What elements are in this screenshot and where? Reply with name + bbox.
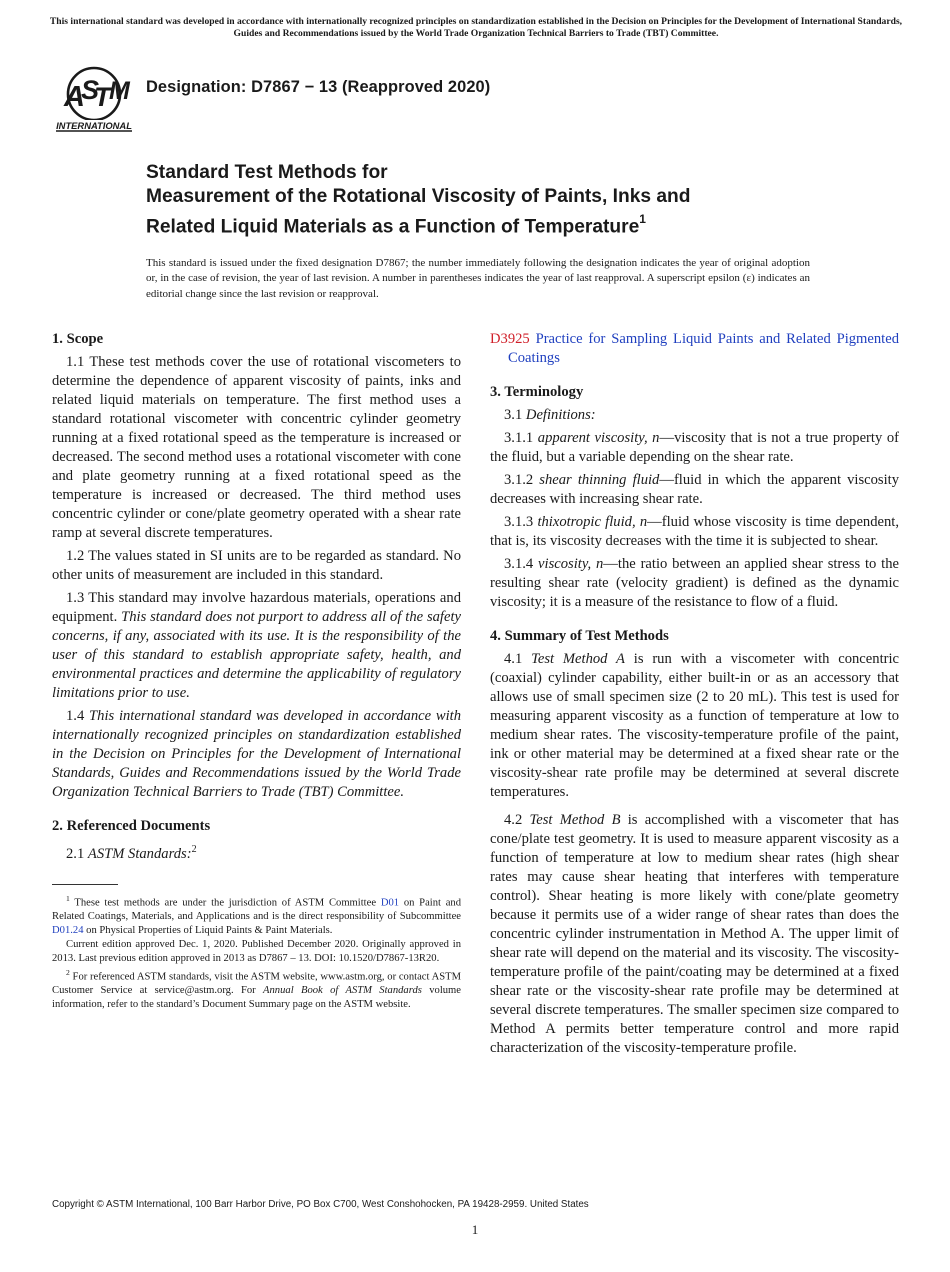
copyright-line: Copyright © ASTM International, 100 Barr Harbor Drive, PO Box C700, West Conshohocken, PA 19428-2959. United States xyxy=(52,1199,589,1210)
d2-term: shear thinning fluid xyxy=(539,472,660,488)
title-footnote-mark[interactable]: 1 xyxy=(639,212,646,226)
title-line-3-text: Related Liquid Materials as a Function of Temperature xyxy=(146,216,640,238)
fn1-text-a: These test methods are under the jurisdiction of ASTM Committee xyxy=(74,897,377,909)
para-3-1-italic: Definitions: xyxy=(525,407,596,423)
title-line-3 xyxy=(146,209,866,239)
page-number: 1 xyxy=(471,1222,479,1237)
top-notice: This international standard was developed in accordance with internationally recognized principles on standardization established in the Decision on Principles for the Development of International Standards, Guides and Recommendations issued by the World Trade Organization Technical Barriers to Trade (TBT) Committee. xyxy=(49,16,903,39)
d1-term: apparent viscosity, n xyxy=(537,430,660,446)
left-column xyxy=(52,330,461,1013)
footnote-divider xyxy=(52,884,118,885)
fn1-text-b: on Paint and Related Coatings, Materials, and Applications and is the direct responsibility of Subcommittee xyxy=(52,897,461,922)
para-1-3-italic: This standard does not purport to address all of the safety concerns, if any, associated with its use. It is the responsibility of the user of this standard to establish appropriate safety, health, and environmental practices and determine the applicability of regulatory limitations prior to use. xyxy=(52,609,461,701)
para-4-2-text: is accomplished with a viscometer that has cone/plate test geometry. It is used to measure apparent viscosity as a function of temperature at low to medium shear rates (high shear rates may cause shear heating that interferes with temperature control). Shear heating is more likely with cone/plate geometry because it permits use of a wider range of shear rates than does the concentric cylinder instrumentation in Method A. The upper limit of shear rate will depend on the material and its viscosity. The viscosity-temperature profile of the paint/coating may be determined at a fixed shear rate or the viscosity-shear rate profile may be determined at several discrete temperatures. The smaller specimen size compared to Method A permits better temperature control and more rapid characterization of the viscosity-temperature profile. xyxy=(490,812,899,1056)
d2-num: 3.1.2 xyxy=(504,472,534,488)
ref-title[interactable]: Practice for Sampling Liquid Paints and Related Pigmented Coatings xyxy=(508,331,900,366)
title-line-1: Standard Test Methods for xyxy=(146,162,388,183)
svg-text:A: A xyxy=(64,81,85,113)
d1-def: —viscosity that is not a true property of the fluid, but a variable depending on the shear rate. xyxy=(490,430,899,465)
para-4-1 xyxy=(490,650,899,802)
definition-3-1-1 xyxy=(490,429,899,467)
issue-note: This standard is issued under the fixed designation D7867; the number immediately following the designation indicates the year of original adoption or, in the case of revision, the year of last revision. A number in parentheses indicates the year of last reapproval. A superscript epsilon (ε) indicates an editorial change since the last revision or reapproval. xyxy=(146,257,810,300)
designation: Designation: D7867 − 13 (Reapproved 2020) xyxy=(146,78,491,96)
definition-3-1-4 xyxy=(490,555,899,612)
right-column xyxy=(490,330,899,1062)
para-1-4-italic: This international standard was developed in accordance with internationally recognized principles on standardization established in the Decision on Principles for the Development of International Standards, Guides and Recommendations issued by the World Trade Organization Technical Barriers to Trade (TBT) Committee. xyxy=(52,708,462,800)
para-2-1-plain: 2.1 xyxy=(66,845,85,862)
para-1-4-plain: 1.4 xyxy=(66,708,85,724)
standard-title xyxy=(146,161,866,239)
para-1-4 xyxy=(52,707,461,802)
para-4-2-italic: Test Method B xyxy=(529,812,621,828)
fn1-mark: 1 xyxy=(66,893,70,903)
para-4-2-num: 4.2 xyxy=(504,812,523,828)
ref-code[interactable]: D3925 xyxy=(490,331,530,347)
para-2-1 xyxy=(52,840,461,864)
referenced-heading: 2. Referenced Documents xyxy=(52,818,211,834)
d1-num: 3.1.1 xyxy=(504,430,534,446)
svg-text:S: S xyxy=(81,75,100,105)
link-d01[interactable]: D01 xyxy=(380,897,400,909)
d4-def: —the ratio between an applied shear stress to the resulting shear rate (velocity gradient) is defined as the dynamic viscosity; it is a measure of the resistance to flow of a fluid. xyxy=(490,556,899,610)
terminology-heading: 3. Terminology xyxy=(490,384,584,400)
svg-text:T: T xyxy=(94,82,111,112)
d4-num: 3.1.4 xyxy=(504,556,534,572)
para-2-1-italic: ASTM Standards: xyxy=(87,845,192,862)
d3-def: —fluid whose viscosity is time dependent, that is, its viscosity decreases with the time it is subjected to shear. xyxy=(490,514,899,549)
para-3-1-plain: 3.1 xyxy=(504,407,523,423)
svg-text:M: M xyxy=(109,77,130,105)
para-4-2 xyxy=(490,811,899,1058)
footnote-edition: Current edition approved Dec. 1, 2020. Published December 2020. Originally approved in 2013. Last previous edition approved in 2013 as D7867 – 13. DOI: 10.1520/D7867-13R20. xyxy=(52,939,461,964)
fn2-italic: Annual Book of ASTM Standards xyxy=(263,985,422,997)
astm-logo xyxy=(54,56,136,132)
d4-term: viscosity, n xyxy=(538,556,604,572)
para-1-3 xyxy=(52,589,461,703)
fn1-text-c: on Physical Properties of Liquid Paints & Paint Materials. xyxy=(86,924,333,936)
para-4-1-italic: Test Method A xyxy=(531,651,625,667)
definition-3-1-2 xyxy=(490,471,899,509)
logo-text: INTERNATIONAL xyxy=(56,120,132,131)
para-1-1: 1.1 These test methods cover the use of rotational viscometers to determine the dependence of apparent viscosity of paints, inks and related liquid materials on temperature. The first method uses a standard rotational viscometer with concentric cylinder geometry running at a fixed rotational speed as the temperature is increased or decreased. The second method uses a rotational viscometer with cone and plate geometry running at a fixed rotational speed as the temperature is increased or decreased. The third method uses concentric cylinder or cone/plate geometry operated with a shear rate ramp at several discrete temperatures. xyxy=(52,354,461,541)
footnote-2 xyxy=(52,966,461,1011)
fn2-mark: 2 xyxy=(66,968,70,978)
d3-term: thixotropic fluid, n xyxy=(537,514,648,530)
para-3-1 xyxy=(490,406,899,425)
title-line-2: Measurement of the Rotational Viscosity of Paints, Inks and xyxy=(146,186,691,207)
scope-heading: 1. Scope xyxy=(52,331,104,347)
d2-def: —fluid in which the apparent viscosity decreases with increasing shear rate. xyxy=(490,472,899,507)
summary-heading: 4. Summary of Test Methods xyxy=(490,628,669,644)
footnote-1 xyxy=(52,892,461,937)
fn2-text-a: For referenced ASTM standards, visit the ASTM website, www.astm.org, or contact ASTM Customer Service at service@astm.org. For xyxy=(52,971,462,997)
link-d01-24[interactable]: D01.24 xyxy=(52,924,84,936)
para-4-1-num: 4.1 xyxy=(504,651,523,667)
d3-num: 3.1.3 xyxy=(504,514,534,530)
para-1-3-plain: 1.3 This standard may involve hazardous materials, operations and equipment. xyxy=(52,590,461,625)
para-1-2: 1.2 The values stated in SI units are to be regarded as standard. No other units of measurement are included in this standard. xyxy=(52,548,461,583)
reference-entry-d3925[interactable] xyxy=(490,330,899,368)
fn2-text-b: volume information, refer to the standard’s Document Summary page on the ASTM website. xyxy=(52,985,461,1011)
definition-3-1-3 xyxy=(490,513,899,551)
para-4-1-text: is run with a viscometer with concentric (coaxial) cylinder capability, either built-in or as an accessory that allows use of small specimen size (2 to 20 mL). This test is used for measuring apparent viscosity as a function of temperature at low to medium shear rates. The viscosity-temperature profile of the paint, ink or other material may be determined at a fixed shear rate or the viscosity-shear rate profile may be determined at several discrete temperatures. xyxy=(490,651,900,800)
para-2-1-footnote-mark[interactable]: 2 xyxy=(191,844,197,855)
